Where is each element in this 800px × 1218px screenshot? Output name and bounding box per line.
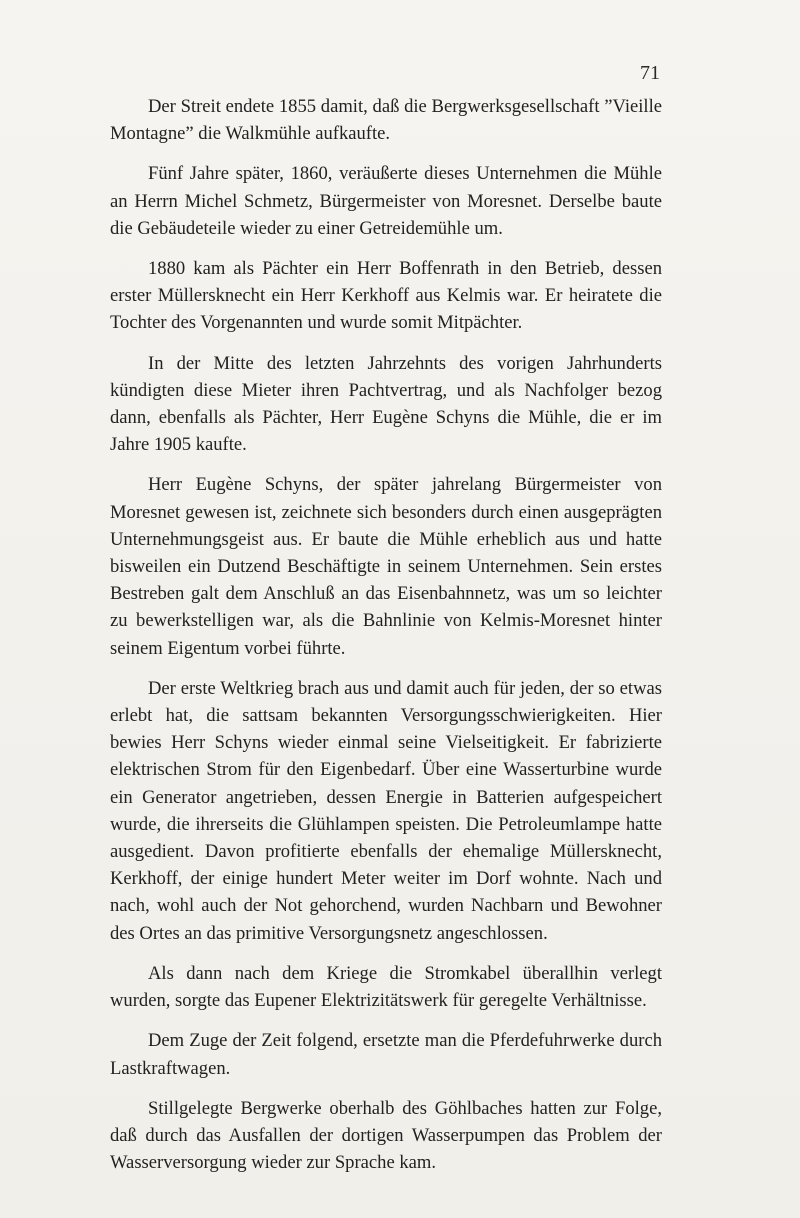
paragraph-3: 1880 kam als Pächter ein Herr Boffenrath in den Betrieb, dessen erster Müllersknecht ein Herr Kerkhoff aus Kelmis war. Er heiratete die Tochter des Vorgenannten und wurde somit Mitpächter.: [110, 258, 662, 334]
body-text: [110, 93, 662, 1189]
paragraph-5: Herr Eugène Schyns, der später jahrelang Bürgermeister von Moresnet gewesen ist, zeichnete sich besonders durch einen ausgeprägten Unternehmungsgeist aus. Er baute die Mühle erheblich aus und hatte bisweilen ein Dutzend Beschäftigte in seinem Unternehmen. Sein erstes Bestreben galt dem Anschluß an das Eisenbahnnetz, was um so leichter zu bewerkstelligen war, als die Bahnlinie von Kelmis-Moresnet hinter seinem Eigentum vorbei führte.: [110, 474, 662, 659]
paragraph-9: Stillgelegte Bergwerke oberhalb des Göhlbaches hatten zur Folge, daß durch das Ausfallen der dortigen Wasserpumpen das Problem der Wasserversorgung wieder zur Sprache kam.: [110, 1097, 662, 1174]
page-number: 71: [640, 62, 660, 84]
paragraph-8: Dem Zuge der Zeit folgend, ersetzte man die Pferdefuhrwerke durch Lastkraftwagen.: [110, 1030, 662, 1079]
paragraph-7: Als dann nach dem Kriege die Stromkabel überallhin verlegt wurden, sorgte das Eupener Elektrizitätswerk für geregelte Verhältnisse.: [110, 962, 662, 1012]
paragraph-2: Fünf Jahre später, 1860, veräußerte dieses Unternehmen die Mühle an Herrn Michel Schmetz, Bürgermeister von Moresnet. Derselbe baute die Gebäudeteile wieder zu einer Getreidemühle um.: [110, 163, 662, 239]
paragraph-6: Der erste Weltkrieg brach aus und damit auch für jeden, der so etwas erlebt hat, die sattsam bekannten Versorgungsschwierigkeiten. Hier bewies Herr Schyns wieder einmal seine Vielseitigkeit. Er fabrizierte elektrischen Strom für den Eigenbedarf. Über eine Wasserturbine wurde ein Generator angetrieben, dessen Energie in Batterien aufgespeichert wurde, die ihrerseits die Glühlampen speisten. Die Petroleumlampe hatte ausgedient. Davon profitierte ebenfalls der ehemalige Müllersknecht, Kerkhoff, der einige hundert Meter weiter im Dorf wohnte. Nach und nach, wohl auch der Not gehorchend, wurden Nachbarn und Bewohner des Ortes an das primitive Versorgungsnetz angeschlossen.: [110, 677, 662, 944]
paragraph-1: Der Streit endete 1855 damit, daß die Bergwerksgesellschaft ”Vieille Montagne” die Walkmühle aufkaufte.: [110, 96, 662, 145]
paragraph-4: In der Mitte des letzten Jahrzehnts des vorigen Jahrhunderts kündigten diese Mieter ihren Pachtvertrag, und als Nachfolger bezog dann, ebenfalls als Pächter, Herr Eugène Schyns die Mühle, die er im Jahre 1905 kaufte.: [110, 352, 662, 456]
